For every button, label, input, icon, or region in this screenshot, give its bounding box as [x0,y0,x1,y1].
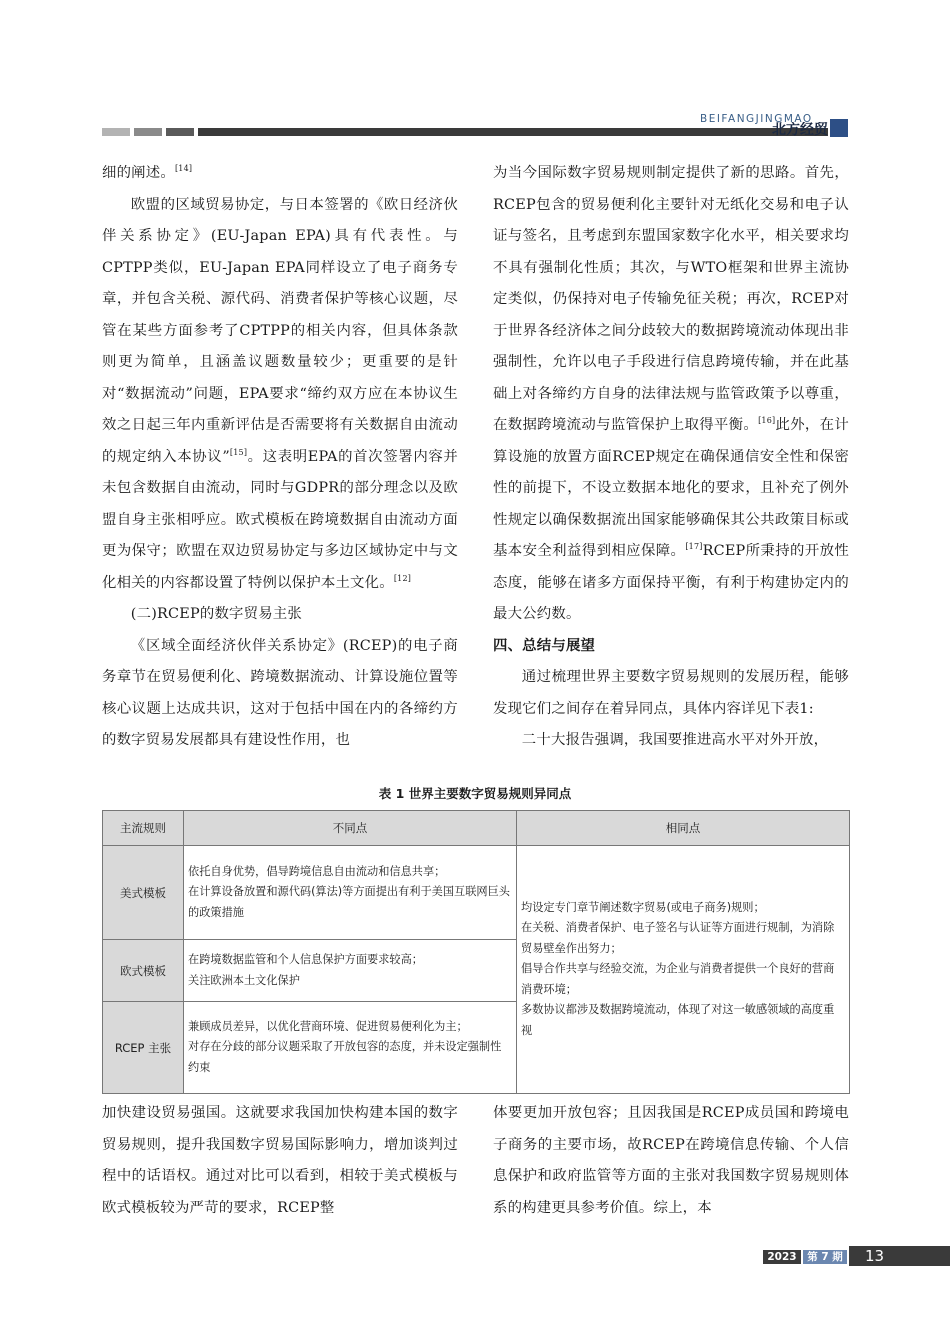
table-header-cell: 相同点 [517,811,850,846]
citation: [17] [685,542,703,551]
text-span: 。这表明EPA的首次签署内容并未包含数据自由流动，同时与GDPR的部分理念以及欧盟自身主张相呼应。欧式模板在跨境数据自由流动方面更为保守；欧盟在双边贸易协定与多边区域协定中与文化相关的内容都设置了特例以保护本土文化。 [102,448,458,591]
citation: [12] [393,573,412,583]
cell-line: 均设定专门章节阐述数字贸易(或电子商务)规则； [521,900,765,914]
cell-line: 多数协议都涉及数据跨境流动，体现了对这一敏感领域的高度重视 [521,1003,835,1037]
cell-line: 在关税、消费者保护、电子签名与认证等方面进行规制，为消除贸易壁垒作出努力； [521,921,835,955]
citation: [16] [758,416,776,425]
table-header-row [103,811,850,846]
table-cell-diff [184,846,517,940]
row-label: 欧式模板 [103,940,184,1002]
section-heading-rcep: (二)RCEP的数字贸易主张 [130,606,302,622]
citation: [14] [174,164,193,173]
section-heading-summary: 四、总结与展望 [493,637,596,654]
comparison-table [102,810,850,1094]
brand-square-icon [830,119,848,137]
brand-chinese: 北方经贸 [772,122,828,138]
page-number: 13 [849,1246,950,1266]
footer-year: 2023年 [763,1250,801,1264]
brand-latin: BEIFANGJINGMAO [700,113,813,125]
left-column [102,158,458,757]
citation: [15] [229,447,248,457]
bottom-left-paragraph: 加快建设贸易强国。这就要求我国加快构建本国的数字贸易规则，提升我国数字贸易国际影响力，增加谈判过程中的话语权。通过对比可以看到，相较于美式模板与欧式模板较为严苛的要求，RCEP整 [102,1105,458,1216]
table-header-cell: 不同点 [184,811,517,846]
left-paragraph-3: 《区域全面经济伙伴关系协定》(RCEP)的电子商务章节在贸易便利化、跨境数据流动、计算设施位置等核心议题上达成共识，这对于包括中国在内的各缔约方的数字贸易发展都具有建设性作用，也 [102,637,458,748]
header-segment-4 [198,128,828,136]
cell-line: 依托自身优势，倡导跨境信息自由流动和信息共享； [188,864,446,878]
text-span: 欧盟的区域贸易协定，与日本签署的《欧日经济伙伴关系协定》(EU-Japan EPA)具有代表性。与CPTPP类似，EU-Japan EPA同样设立了电子商务专章，并包含关税、源代码、消费者保护等核心议题，尽管在某些方面参考了CPTPP的相关内容，但具体条款则更为简单，且涵盖议题数量较少；更重要的是针对“数据流动”问题，EPA要求“缔约双方应在本协议生效之日起三年内重新评估是否需要将有关数据自由流动的规定纳入本协议” [102,196,458,465]
text-span: RCEP所秉持的开放性态度，能够在诸多方面保持平衡，有利于构建协定内的最大公约数。 [493,543,850,622]
text-span: 细的阐述。 [102,165,175,181]
cell-line: 关注欧洲本土文化保护 [188,973,300,987]
left-paragraph-2 [102,190,458,600]
bottom-right-paragraph: 体要更加开放包容；且因我国是RCEP成员国和跨境电子商务的主要市场，故RCEP在跨境信息传输、个人信息保护和政府监管等方面的主张对我国数字贸易规则体系的构建更具参考价值。综上，本 [493,1105,849,1216]
bottom-left-column [102,1098,458,1224]
right-paragraph-3: 二十大报告强调，我国要推进高水平对外开放， [521,732,829,748]
cell-line: 在跨境数据监管和个人信息保护方面要求较高； [188,953,423,966]
bottom-right-column [493,1098,849,1224]
header-segment-3 [166,128,194,136]
row-label: RCEP 主张 [103,1002,184,1094]
table-cell-common [517,846,850,1094]
row-label: 美式模板 [103,846,184,940]
table-row [103,846,850,940]
right-paragraph-2: 通过梳理世界主要数字贸易规则的发展历程，能够发现它们之间存在着异同点，具体内容详见下表1: [493,669,849,717]
cell-line: 倡导合作共享与经验交流，为企业与消费者提供一个良好的营商消费环境； [521,962,835,996]
header-segment-2 [134,128,162,136]
table-cell-diff [184,1002,517,1094]
table-title: 表 1 世界主要数字贸易规则异同点 [378,786,572,801]
table-cell-diff [184,940,517,1002]
text-span: 此外，在计算设施的放置方面RCEP规定在确保通信安全性和保密性的前提下，不设立数据本地化的要求，且补充了例外性规定以确保数据流出国家能够确保其公共政策目标或基本安全利益得到相应保障。 [493,417,849,559]
right-paragraph-1 [493,158,849,631]
table-header-cell: 主流规则 [103,811,184,846]
right-column [493,158,849,757]
cell-line: 对存在分歧的部分议题采取了开放包容的态度，并未设定强制性约束 [188,1040,502,1074]
cell-line: 在计算设备放置和源代码(算法)等方面提出有利于美国互联网巨头的政策措施 [188,885,510,919]
footer-issue: 第 7 期 [803,1250,847,1264]
left-paragraph-1 [102,158,458,190]
header-segment-1 [102,128,130,136]
cell-line: 兼顾成员差异，以优化营商环境、促进贸易便利化为主； [188,1019,468,1033]
text-span: 为当今国际数字贸易规则制定提供了新的思路。首先，RCEP包含的贸易便利化主要针对无纸化交易和电子认证与签名，且考虑到东盟国家数字化水平，相关要求均不具有强制化性质；其次，与WTO框架和世界主流协定类似，仍保持对电子传输免征关税；再次，RCEP对于世界各经济体之间分歧较大的数据跨境流动体现出非强制性，允许以电子手段进行信息跨境传输，并在此基础上对各缔约方自身的法律法规与监管政策予以尊重，在数据跨境流动与监管保护上取得平衡。 [493,165,849,433]
